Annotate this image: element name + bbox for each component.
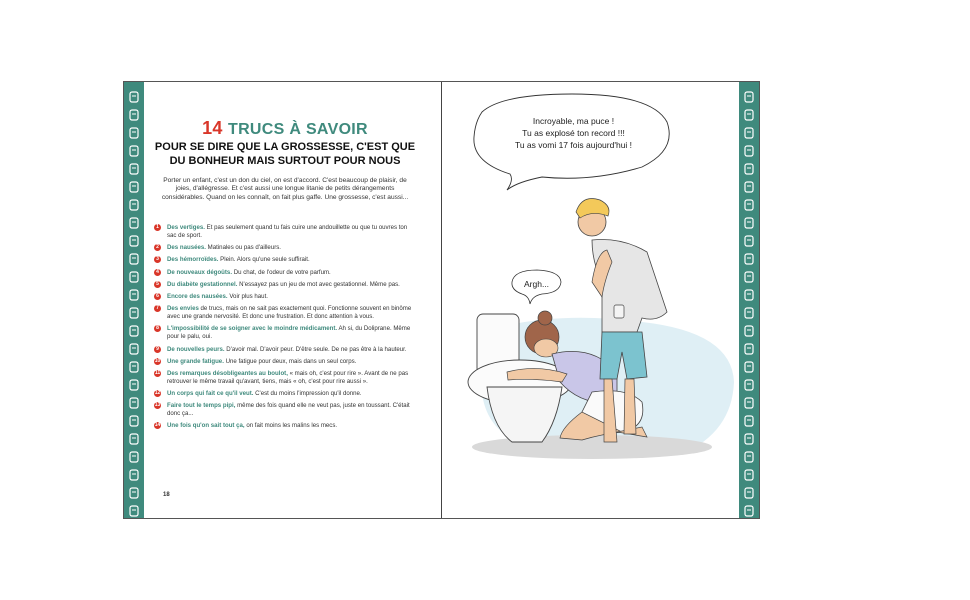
baby-bottle-icon — [742, 306, 756, 318]
item-text: Et pas seulement quand tu fais cuire une andouillette ou que tu ouvres ton sac de sport. — [167, 224, 408, 239]
stroller-icon — [742, 126, 756, 138]
diaper-icon — [742, 162, 756, 174]
item-text: N'essayez pas un jeu de mot avec gestationnel. Même pas. — [237, 280, 400, 288]
pacifier-icon — [742, 216, 756, 228]
bubble-line-2: Tu as explosé ton record !!! — [522, 128, 625, 138]
title-number: 14 — [202, 118, 223, 138]
phone-icon — [742, 144, 756, 156]
rattle-icon — [127, 396, 141, 408]
item-keyword: Des hémorroïdes. — [167, 256, 219, 264]
list-item — [154, 224, 416, 240]
pacifier-icon — [127, 432, 141, 444]
phone-icon — [127, 360, 141, 372]
item-keyword: Du diabète gestationnel. — [167, 280, 238, 288]
right-page — [442, 82, 739, 518]
list-item — [154, 358, 416, 366]
item-number-badge: 4 — [154, 269, 161, 276]
item-text: Voir plus haut. — [227, 292, 268, 300]
item-text: Plein. Alors qu'une seule suffirait. — [218, 256, 310, 264]
list-item — [154, 390, 416, 398]
baby-bottle-icon — [742, 198, 756, 210]
list-item — [154, 305, 416, 321]
item-number-badge: 5 — [154, 281, 161, 288]
list-item — [154, 422, 416, 430]
item-number-badge: 2 — [154, 244, 161, 251]
rattle-icon — [742, 396, 756, 408]
stroller-icon — [127, 450, 141, 462]
item-number-badge: 11 — [154, 369, 161, 376]
item-text: « mais oh, c'est pour rire ». Avant de ne pas retrouver le même travail qu'avant, tiens, mais « oh, c'est pour rire aussi ». — [167, 369, 409, 385]
stroller-icon — [127, 234, 141, 246]
stroller-icon — [127, 342, 141, 354]
list-item — [154, 325, 416, 341]
item-number-badge: 13 — [154, 402, 161, 409]
subtitle-line-1: POUR SE DIRE QUE LA GROSSESSE, C'EST QUE — [154, 141, 416, 153]
item-text: de trucs, mais on ne sait pas exactement quoi. Fonctionne souvent en binôme avec une grande nervosité. Et donc une frustration. Et donc attention à vous. — [167, 305, 412, 321]
stroller-icon — [742, 234, 756, 246]
item-number-badge: 12 — [154, 390, 161, 397]
item-keyword: Des envies — [167, 305, 199, 313]
rattle-icon — [127, 504, 141, 516]
list-item — [154, 293, 416, 301]
phone-icon — [742, 360, 756, 372]
rattle-icon — [742, 288, 756, 300]
item-text: Une fatigue pour deux, mais dans un seul corps. — [223, 357, 357, 365]
item-number-badge: 6 — [154, 293, 161, 300]
pacifier-icon — [127, 324, 141, 336]
item-number-badge: 14 — [154, 422, 161, 429]
baby-bottle-icon — [127, 90, 141, 102]
item-number-badge: 3 — [154, 256, 161, 263]
item-keyword: Encore des nausées. — [167, 292, 228, 300]
item-text: D'avoir mal. D'avoir peur. D'être seule. De ne pas être à la hauteur. — [224, 345, 407, 353]
baby-bottle-icon — [127, 414, 141, 426]
bubble-line-1: Incroyable, ma puce ! — [532, 116, 615, 126]
speech-bubble-text — [496, 115, 651, 151]
left-page — [154, 82, 416, 518]
list-item — [154, 370, 416, 386]
diaper-icon — [742, 486, 756, 498]
item-keyword: Une fois qu'on sait tout ça, — [167, 422, 245, 430]
phone-icon — [742, 468, 756, 480]
pacifier-icon — [742, 432, 756, 444]
list-item — [154, 244, 416, 252]
pacifier-icon — [742, 324, 756, 336]
item-keyword: Des nausées. — [167, 244, 206, 252]
argh-text: Argh... — [524, 279, 550, 289]
item-keyword: Faire tout le temps pipi, — [167, 402, 236, 410]
phone-icon — [742, 252, 756, 264]
item-number-badge: 8 — [154, 325, 161, 332]
item-keyword: De nouveaux dégoûts. — [167, 268, 233, 276]
phone-icon — [127, 252, 141, 264]
item-number-badge: 7 — [154, 305, 161, 312]
pacifier-icon — [742, 108, 756, 120]
diaper-icon — [127, 270, 141, 282]
book-spread — [123, 81, 760, 519]
baby-bottle-icon — [127, 306, 141, 318]
rattle-icon — [127, 180, 141, 192]
pacifier-icon — [127, 108, 141, 120]
item-keyword: Des vertiges. — [167, 224, 205, 231]
page-subtitle — [154, 140, 416, 168]
tips-list — [154, 224, 416, 435]
diaper-icon — [127, 162, 141, 174]
phone-icon — [127, 144, 141, 156]
item-keyword: Des remarques désobligeantes au boulot, — [167, 369, 288, 377]
list-item — [154, 281, 416, 289]
diaper-icon — [742, 378, 756, 390]
item-keyword: Un corps qui fait ce qu'il veut. — [167, 390, 254, 398]
stroller-icon — [742, 342, 756, 354]
item-text: C'est du moins l'impression qu'il donne. — [253, 390, 362, 398]
item-number-badge: 9 — [154, 346, 161, 353]
item-keyword: Une grande fatigue. — [167, 357, 224, 365]
list-item — [154, 256, 416, 264]
diaper-icon — [127, 378, 141, 390]
item-text: même des fois quand elle ne veut pas, juste en toussant. C'était donc ça... — [167, 402, 410, 418]
diaper-icon — [742, 270, 756, 282]
item-text: Du chat, de l'odeur de votre parfum. — [232, 268, 331, 276]
pacifier-icon — [127, 216, 141, 228]
list-item — [154, 402, 416, 418]
item-text: Ah si, du Doliprane. Même pour le palu, oui. — [167, 325, 411, 341]
bubble-line-3: Tu as vomi 17 fois aujourd'hui ! — [514, 140, 633, 150]
item-number-badge: 1 — [154, 224, 161, 231]
diaper-icon — [127, 486, 141, 498]
list-item — [154, 346, 416, 354]
item-keyword: L'impossibilité de se soigner avec le moindre médicament. — [167, 325, 338, 333]
left-decorative-strip — [124, 82, 144, 518]
baby-bottle-icon — [742, 90, 756, 102]
stroller-icon — [742, 450, 756, 462]
stroller-icon — [127, 126, 141, 138]
page-title — [154, 118, 416, 139]
item-number-badge: 10 — [154, 357, 161, 364]
rattle-icon — [127, 288, 141, 300]
item-text: on fait moins les malins les mecs. — [244, 422, 338, 430]
subtitle-line-2: DU BONHEUR MAIS SURTOUT POUR NOUS — [169, 155, 401, 167]
phone-icon — [127, 468, 141, 480]
baby-bottle-icon — [742, 414, 756, 426]
list-item — [154, 269, 416, 277]
page-number: 18 — [163, 492, 170, 498]
item-text: Matinales ou pas d'ailleurs. — [205, 244, 281, 252]
rattle-icon — [742, 504, 756, 516]
right-decorative-strip — [739, 82, 759, 518]
rattle-icon — [742, 180, 756, 192]
intro-paragraph: Porter un enfant, c'est un don du ciel, on est d'accord. C'est beaucoup de plaisir, de joies, d'allégresse. Et c'est aussi une longue litanie de petits dérangements considérables. Quand on les connaît, on fait plus gaffe. Une grossesse, c'est aussi... — [161, 177, 409, 201]
baby-bottle-icon — [127, 198, 141, 210]
title-text: TRUCS À SAVOIR — [228, 121, 368, 138]
item-keyword: De nouvelles peurs. — [167, 345, 225, 353]
